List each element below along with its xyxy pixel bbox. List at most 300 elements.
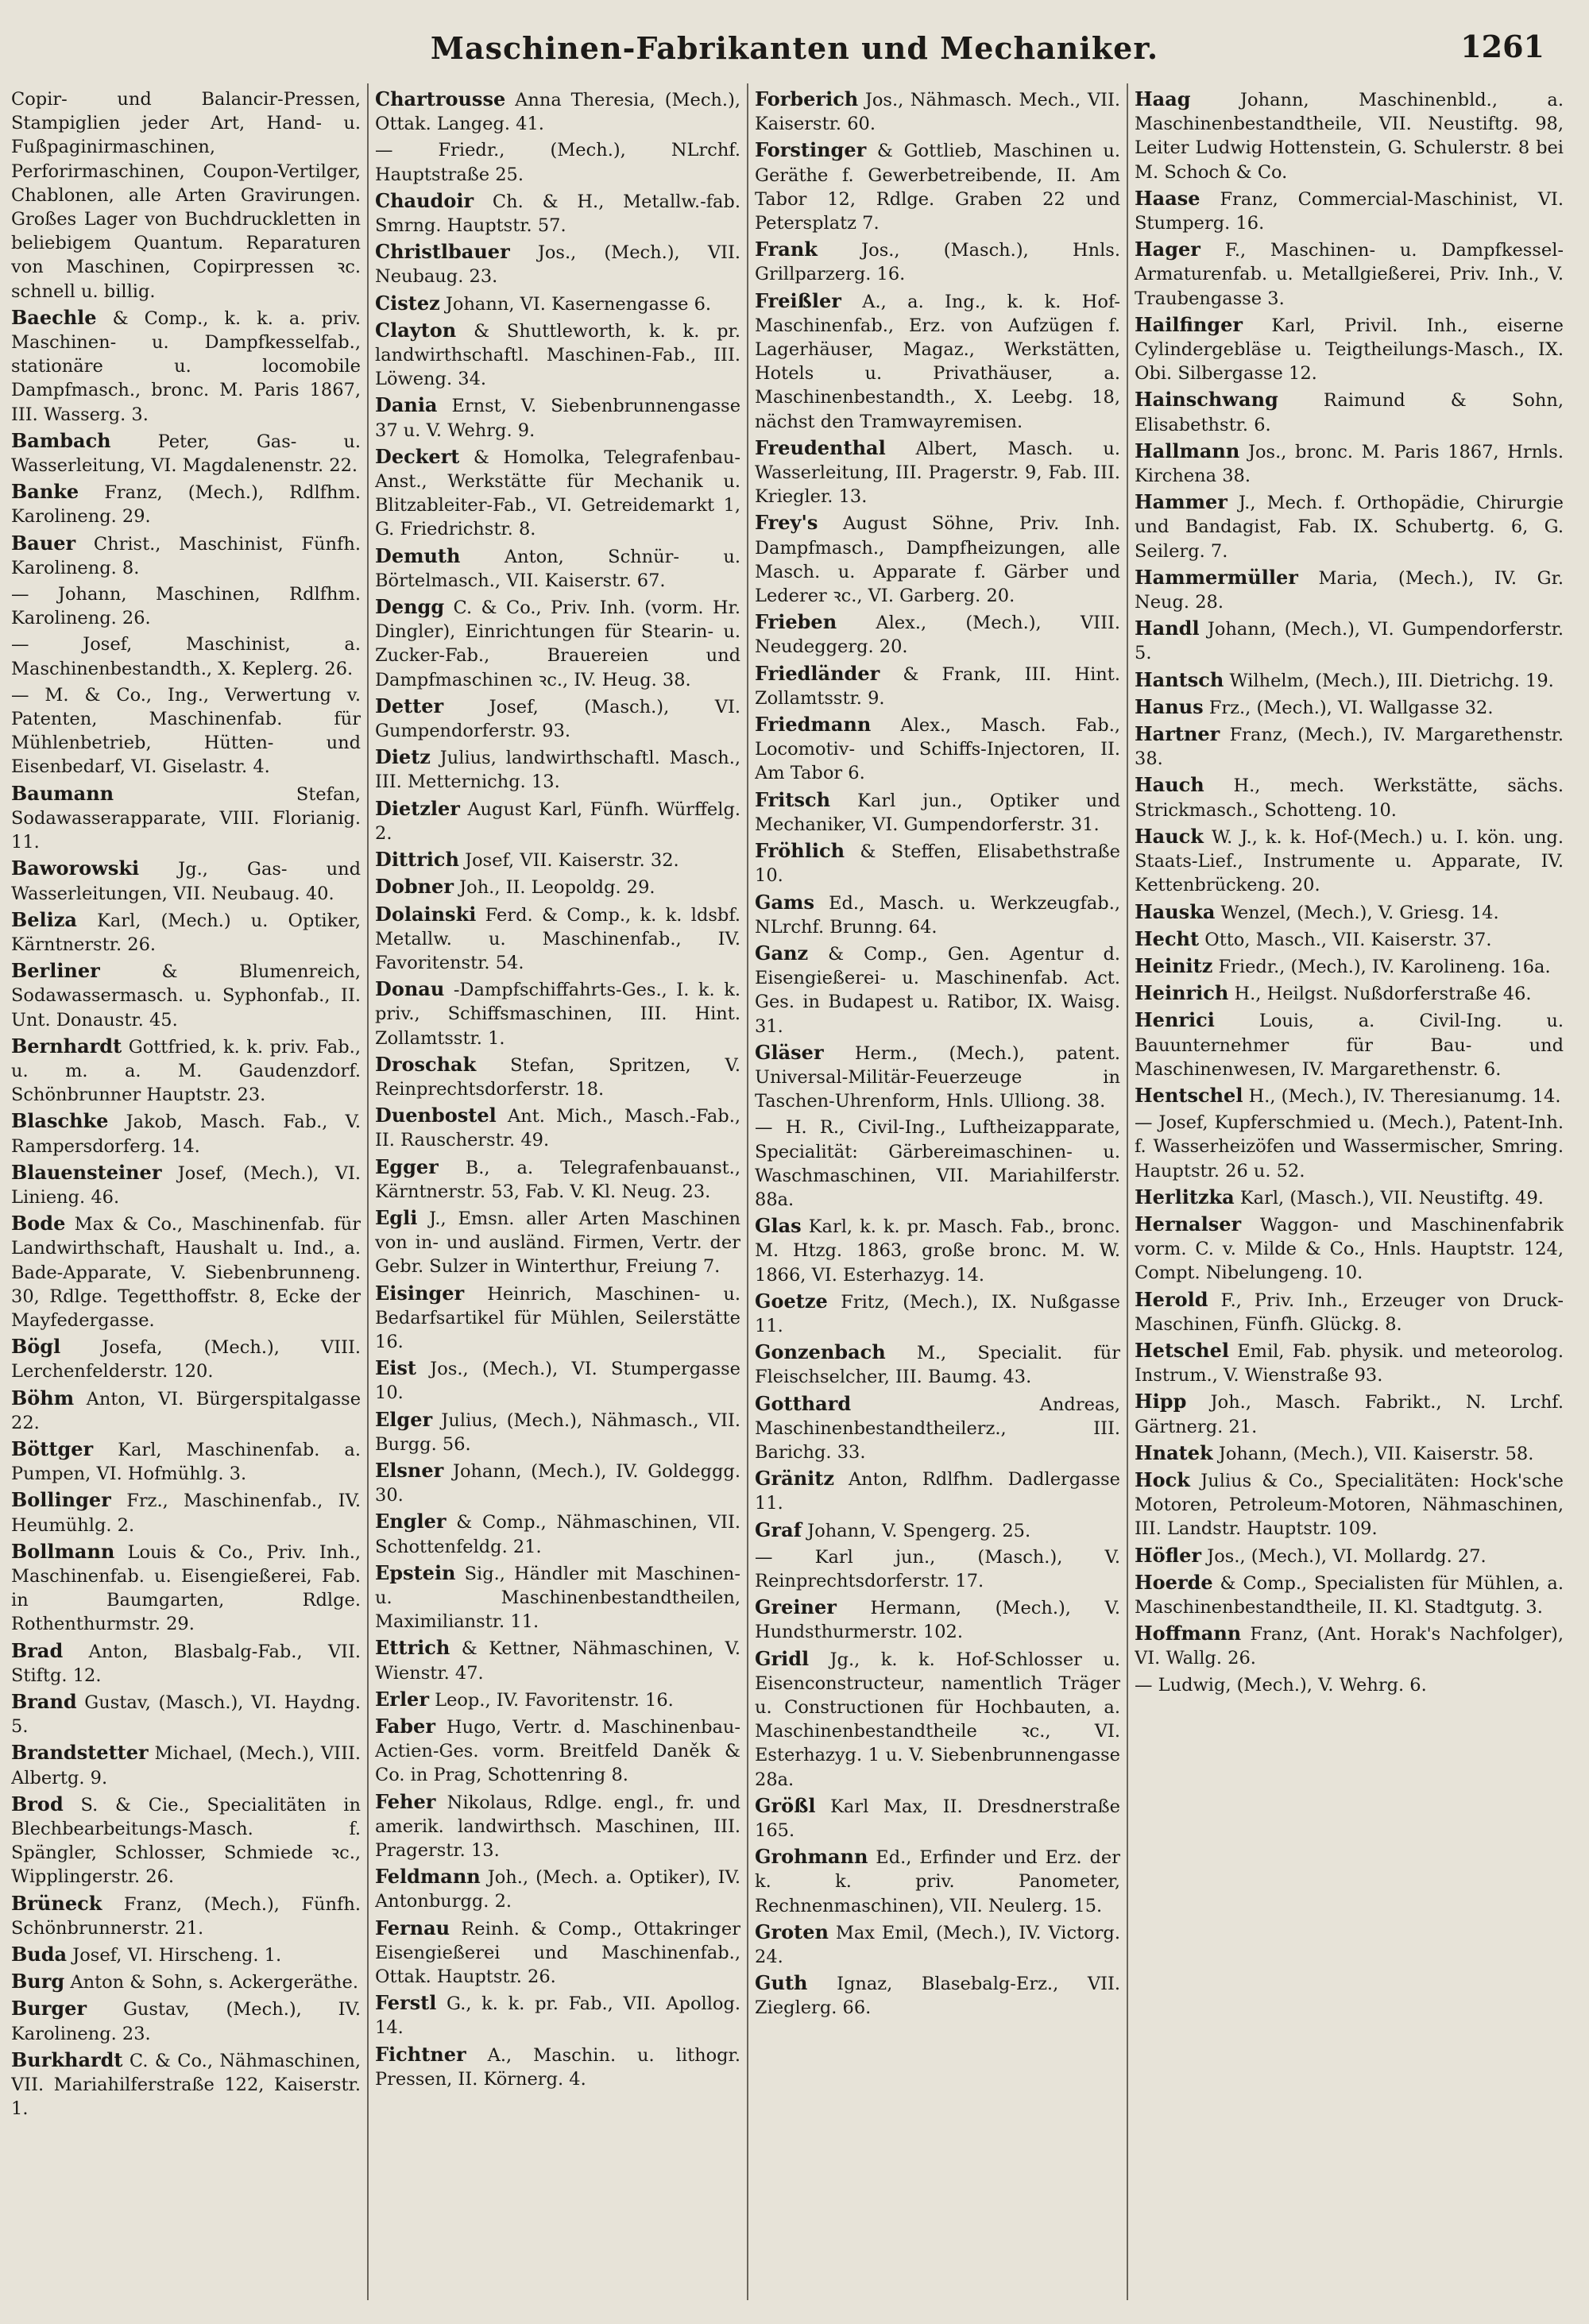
entry-text: Otto, Masch., VII. Kaiserstr. 37. [1204,929,1492,950]
entry-text: Josef, VII. Kaiserstr. 32. [465,850,679,872]
entry-name: Hanus [1135,694,1204,718]
entry-name: Hoerde [1135,1570,1213,1594]
directory-entry [11,1943,361,1967]
directory-entry [1135,900,1564,925]
directory-entry [755,942,1120,1038]
directory-entry [375,1991,740,2040]
entry-name: Deckert [375,444,460,468]
entry-name: Hammer [1135,490,1228,514]
entry-text: Ferd. & Comp., k. k. ldsbf. Metallw. u. Maschinenfab., IV. Favoritenstr. 54. [375,904,740,973]
directory-column-4 [1135,87,1564,2304]
entry-name: Freißler [755,288,841,312]
directory-entry [755,891,1120,939]
directory-entry [375,1510,740,1558]
entry-name: Detter [375,694,444,717]
entry-text: B., a. Telegrafenbauanst., Kärntnerstr. 53, Fab. V. Kl. Neug. 23. [375,1157,740,1202]
entry-name: Forberich [755,87,859,110]
entry-name: Forstinger [755,138,867,162]
entry-text: Louis & Co., Priv. Inh., Maschinenfab. u. Eisengießerei, Fab. in Baumgarten, Rdlge. Rothenthurmstr. 29. [11,1541,361,1635]
directory-entry [11,87,361,304]
directory-entry [1135,1084,1564,1108]
directory-entry [1135,388,1564,436]
directory-entry [11,1437,361,1486]
entry-text: A., Maschin. u. lithogr. Pressen, II. Körnerg. 4. [375,2044,740,2090]
entry-name: Hauch [1135,773,1204,797]
entry-text: Franz, (Ant. Horak's Nachfolger), VI. Wallg. 26. [1135,1624,1564,1669]
entry-name: Böttger [11,1437,94,1460]
entry-name: Hammermüller [1135,565,1298,589]
entry-name: Beliza [11,907,77,931]
entry-name: Baworowski [11,857,140,880]
entry-text: Friedr., (Mech.), IV. Karolineng. 16a. [1218,956,1551,977]
entry-text: — Josef, Maschinist, a. Maschinenbestandth., X. Keplerg. 26. [11,634,361,679]
entry-text: Frz., Maschinenfab., IV. Heumühlg. 2. [11,1491,361,1536]
directory-entry [1135,927,1564,952]
entry-name: Chaudoir [375,188,474,212]
entry-name: Bernhardt [11,1034,122,1058]
entry-name: Hantsch [1135,667,1224,691]
directory-entry [375,1356,740,1405]
directory-entry [11,2048,361,2121]
entry-text: Josef, (Masch.), VI. Gumpendorferstr. 93. [375,696,740,742]
entry-name: Faber [375,1715,435,1738]
directory-entry [11,532,361,580]
directory-entry [755,87,1120,136]
directory-entry [11,480,361,528]
entry-name: Dittrich [375,848,459,872]
entry-text: Jos., (Mech.), VI. Mollardg. 27. [1207,1545,1487,1567]
directory-entry [1135,695,1564,720]
entry-text: & Comp., Nähmaschinen, VII. Schottenfeldg. 21. [375,1512,740,1557]
entry-name: Bauer [11,531,76,555]
directory-entry [375,1206,740,1279]
entry-text: Karl jun., Optiker und Mechaniker, VI. Gumpendorferstr. 31. [755,790,1120,835]
entry-name: Herold [1135,1287,1208,1311]
entry-name: Duenbostel [375,1104,497,1127]
entry-text: Jos., (Masch.), Hnls. Grillparzerg. 16. [755,240,1120,285]
entry-name: Guth [755,1971,808,1995]
entry-name: Chartrousse [375,87,506,110]
directory-entry [1135,187,1564,235]
directory-entry [755,713,1120,786]
entry-name: Herlitzka [1135,1185,1235,1208]
entry-text: Fritz, (Mech.), IX. Nußgasse 11. [755,1291,1120,1336]
entry-text: Gustav, (Mech.), IV. Karolineng. 23. [11,1999,361,2044]
entry-text: Jg., k. k. Hof-Schlosser u. Eisenconstructeur, namentlich Träger u. Constructionen für Hochbauten, a. Maschinenbestandtheile ꝛc., VI. Esterhazyg. 1 u. V. Siebenbrunnengasse 28a. [755,1649,1120,1790]
entry-text: & Kettner, Nähmaschinen, V. Wienstr. 47. [375,1638,740,1684]
entry-text: Nikolaus, Rdlge. engl., fr. und amerik. landwirthsch. Maschinen, III. Pragerstr. 13. [375,1792,740,1862]
directory-entry [375,189,740,238]
entry-text: Franz, (Mech.), IV. Margarethenstr. 38. [1135,725,1564,770]
entry-name: Fichtner [375,2042,466,2066]
entry-text: Stefan, Sodawasserapparate, VIII. Florianig. 11. [11,783,361,853]
entry-name: Bollinger [11,1488,111,1512]
entry-text: H., (Mech.), IV. Theresianumg. 14. [1248,1085,1561,1107]
entry-text: H., mech. Werkstätte, sächs. Strickmasch., Schotteng. 10. [1135,775,1564,821]
entry-name: Fernau [375,1916,450,1939]
directory-entry [375,1916,740,1990]
directory-entry [375,1408,740,1456]
column-rule [747,83,748,2300]
entry-text: Jos., (Mech.), VII. Neubaug. 23. [375,242,740,288]
directory-entry [755,788,1120,837]
entry-name: Cistez [375,291,440,315]
directory-entry [375,595,740,692]
directory-entry [11,632,361,680]
directory-entry [375,445,740,542]
entry-text: & Comp., Specialisten für Mühlen, a. Maschinenbestandtheile, II. Kl. Stadtgutg. 3. [1135,1572,1564,1618]
entry-name: Böhm [11,1386,75,1409]
directory-entry [755,511,1120,608]
entry-name: Ganz [755,941,809,965]
directory-entry [1135,1288,1564,1336]
entry-text: S. & Cie., Specialitäten in Blechbearbeitungs-Masch. f. Spängler, Schlosser, Schmiede ꝛc., Wipplingerstr. 26. [11,1794,361,1888]
entry-name: Henrici [1135,1008,1215,1032]
directory-entry [11,1335,361,1383]
entry-name: Brüneck [11,1891,102,1915]
directory-entry [375,1790,740,1863]
entry-name: Epstein [375,1560,456,1584]
entry-name: Hernalser [1135,1212,1242,1235]
entry-name: Dania [375,393,438,417]
directory-entry [11,1892,361,1940]
directory-entry [375,1715,740,1788]
entry-name: Gläser [755,1040,824,1064]
entry-text: Johann, (Mech.), VI. Gumpendorferstr. 5. [1135,619,1564,664]
directory-entry [11,1970,361,1994]
directory-entry [11,1639,361,1688]
entry-text: Franz, (Mech.), Fünfh. Schönbrunnerstr. 21. [11,1893,361,1939]
entry-name: Haag [1135,87,1191,110]
entry-text: Anton, VI. Bürgerspitalgasse 22. [11,1388,361,1433]
entry-text: Louis, a. Civil-Ing. u. Bauunternehmer für Bau- und Maschinenwesen, IV. Margarethenstr. 6. [1135,1011,1564,1080]
entry-text: Max Emil, (Mech.), IV. Victorg. 24. [755,1922,1120,1968]
directory-entry [1135,238,1564,311]
entry-text: Emil, Fab. physik. und meteorolog. Instrum., V. Wienstraße 93. [1135,1340,1564,1386]
entry-name: Hecht [1135,926,1200,950]
entry-name: Donau [375,977,445,1001]
entry-text: Frz., (Mech.), VI. Wallgasse 32. [1208,697,1494,718]
entry-name: Hock [1135,1467,1190,1491]
directory-entry [11,959,361,1032]
entry-name: Dietzler [375,796,460,820]
entry-name: Hipp [1135,1390,1187,1413]
entry-text: Peter, Gas- u. Wasserleitung, VI. Magdalenenstr. 22. [11,431,361,477]
entry-name: Hauska [1135,899,1216,923]
entry-name: Hetschel [1135,1338,1229,1362]
directory-entry [375,745,740,794]
entry-text: Anton, Rdlfhm. Dadlergasse 11. [755,1469,1120,1514]
directory-entry [755,839,1120,887]
entry-text: -Dampfschiffahrts-Ges., I. k. k. priv., Schiffsmaschinen, III. Hint. Zollamtsstr. 1. [375,980,740,1049]
entry-name: Friedländer [755,661,880,685]
directory-entry [375,903,740,976]
entry-text: Anton, Schnür- u. Börtelmasch., VII. Kaiserstr. 67. [375,546,740,591]
entry-text: Karl Max, II. Dresdnerstraße 165. [755,1796,1120,1842]
entry-text: Ed., Masch. u. Werkzeugfab., NLrchf. Brunng. 64. [755,892,1120,938]
entry-text: — Josef, Kupferschmied u. (Mech.), Patent-Inh. f. Wasserheizöfen und Wassermischer, Smring. Hauptstr. 26 u. 52. [1135,1112,1564,1181]
entry-name: Burg [11,1970,65,1993]
directory-entry [375,848,740,872]
directory-entry [1135,981,1564,1006]
directory-entry [755,1290,1120,1338]
entry-text: Julius, (Mech.), Nähmasch., VII. Burgg. 56. [375,1409,740,1455]
entry-text: Josef, (Mech.), VI. Linieng. 46. [11,1162,361,1208]
entry-text: Alex., (Mech.), VIII. Neudeggerg. 20. [755,613,1120,658]
entry-text: Albert, Masch. u. Wasserleitung, III. Pragerstr. 9, Fab. III. Kriegler. 13. [755,438,1120,508]
page-number: 1261 [1460,29,1545,64]
entry-text: Copir- und Balancir-Pressen, Stampiglien jeder Art, Hand- u. Fußpaginirmaschinen, Perforirmaschinen, Coupon-Vertilger, Chablonen, alle Arten Gravirungen. Großes Lager von Buchdruckletten in beliebigem Quantum. Reparaturen von Maschinen, Copirpressen ꝛc. schnell u. billig. [11,89,361,302]
entry-name: Hentschel [1135,1083,1243,1107]
entry-text: C. & Co., Priv. Inh. (vorm. Hr. Dingler), Einrichtungen für Stearin- u. Zucker-Fab., Brauereien und Dampfmaschinen ꝛc., IV. Heug. 38. [375,597,740,690]
entry-name: Banke [11,480,79,504]
entry-name: Buda [11,1943,68,1966]
entry-text: & Gottlieb, Maschinen u. Geräthe f. Gewerbetreibende, II. Am Tabor 12, Rdlge. Graben 22 und Petersplatz 7. [755,141,1120,234]
entry-text: Michael, (Mech.), VIII. Albertg. 9. [11,1743,361,1788]
entry-name: Handl [1135,617,1200,640]
directory-entry [11,683,361,779]
entry-name: Goetze [755,1289,828,1313]
directory-entry [375,319,740,392]
entry-text: Alex., Masch. Fab., Locomotiv- und Schiffs-Injectoren, II. Am Tabor 6. [755,715,1120,784]
directory-entry [11,582,361,630]
entry-text: & Frank, III. Hint. Zollamtsstr. 9. [755,663,1120,709]
entry-name: Hauck [1135,824,1204,848]
entry-name: Brandstetter [11,1741,149,1765]
directory-entry [755,138,1120,235]
directory-entry [11,1109,361,1158]
entry-text: — Friedr., (Mech.), NLrchf. Hauptstraße 25. [375,140,740,185]
entry-text: Christ., Maschinist, Fünfh. Karolineng. 8. [11,533,361,578]
directory-entry [375,875,740,899]
entry-name: Burger [11,1997,87,2020]
entry-name: Demuth [375,543,461,567]
entry-name: Hainschwang [1135,388,1278,412]
entry-text: Raimund & Sohn, Elisabethstr. 6. [1135,390,1564,435]
column-rule [1127,83,1128,2300]
entry-text: Ant. Mich., Masch.-Fab., II. Rauscherstr. 49. [375,1106,740,1151]
entry-name: Hnatek [1135,1440,1213,1464]
entry-text: Hermann, (Mech.), V. Hundsthurmerstr. 102. [755,1598,1120,1643]
entry-name: Dobner [375,875,454,899]
entry-text: — Ludwig, (Mech.), V. Wehrg. 6. [1135,1674,1427,1696]
entry-text: & Homolka, Telegrafenbau-Anst., Werkstätte für Mechanik u. Blitzableiter-Fab., VI. Getreidemarkt 1, G. Friedrichstr. 8. [375,447,740,540]
entry-name: Feher [375,1789,436,1813]
directory-entry [375,1688,740,1712]
directory-entry [1135,87,1564,184]
directory-entry [1135,1571,1564,1619]
entry-text: W. J., k. k. Hof-(Mech.) u. I. kön. ung. Staats-Lief., Instrumente u. Apparate, IV. Kettenbrückeng. 20. [1135,826,1564,896]
directory-column-3 [755,87,1120,2304]
directory-entry [375,1282,740,1355]
directory-entry [755,1971,1120,2020]
entry-text: J., Emsn. aller Arten Maschinen von in- und ausländ. Firmen, Vertr. der Gebr. Sulzer in Winterthur, Freiung 7. [375,1208,740,1278]
entry-text: Julius & Co., Specialitäten: Hock'sche Motoren, Petroleum-Motoren, Nähmaschinen, III. Landstr. Hauptstr. 109. [1135,1470,1564,1540]
entry-name: Droschak [375,1052,477,1076]
directory-entry [375,1561,740,1634]
entry-text: Joh., Masch. Fabrikt., N. Lrchf. Gärtnerg. 21. [1135,1392,1564,1437]
entry-name: Greiner [755,1595,837,1619]
entry-text: — M. & Co., Ing., Verwertung v. Patenten, Maschinenfab. für Mühlenbetrieb, Hütten- und Eisenbedarf, VI. Giselastr. 4. [11,684,361,778]
directory-entry [375,2043,740,2091]
directory-entry [1135,722,1564,771]
entry-name: Gonzenbach [755,1340,886,1364]
entry-name: Baechle [11,305,97,329]
entry-text: Johann, Maschinenbld., a. Maschinenbestandtheile, VII. Neustiftg. 98, Leiter Ludwig Hottenstein, G. Schulerstr. 8 bei M. Schoch & Co. [1135,90,1564,183]
entry-name: Heinrich [1135,981,1229,1005]
entry-name: Bode [11,1212,66,1235]
entry-text: Josef, VI. Hirscheng. 1. [72,1945,282,1966]
entry-text: Maria, (Mech.), IV. Gr. Neug. 28. [1135,567,1564,613]
entry-name: Gridl [755,1646,810,1670]
directory-entry [375,240,740,288]
entry-name: Erler [375,1687,429,1711]
directory-entry [1135,490,1564,563]
entry-name: Engler [375,1510,447,1533]
directory-entry [375,1459,740,1507]
entry-text: Anton, Blasbalg-Fab., VII. Stiftg. 12. [11,1641,361,1686]
directory-entry [375,797,740,845]
entry-text: A., a. Ing., k. k. Hof-Maschinenfab., Erz. von Aufzügen f. Lagerhäuser, Magaz., Werkstätten, Hotels u. Privathäuser, a. Maschinenbestandth., X. Leebg. 18, nächst den Tramwayremisen. [755,291,1120,432]
entry-name: Hartner [1135,722,1220,746]
entry-name: Blaschke [11,1109,109,1133]
entry-text: Waggon- und Maschinenfabrik vorm. C. v. Milde & Co., Hnls. Hauptstr. 124, Compt. Nibelungeng. 10. [1135,1214,1564,1284]
entry-text: Johann, V. Spengerg. 25. [807,1520,1031,1541]
entry-name: Hailfinger [1135,312,1243,336]
directory-entry [1135,1544,1564,1568]
directory-entry [11,1741,361,1789]
directory-entry [755,1116,1120,1212]
entry-text: Franz, (Mech.), Rdlfhm. Karolineng. 29. [11,482,361,528]
entry-text: Johann, VI. Kasernengasse 6. [445,293,712,315]
directory-entry [375,1053,740,1101]
directory-entry [1135,1390,1564,1438]
directory-entry [1135,1339,1564,1387]
entry-name: Groten [755,1920,829,1943]
entry-text: F., Priv. Inh., Erzeuger von Druck-Maschinen, Fünfh. Glückg. 8. [1135,1290,1564,1335]
directory-entry [755,1845,1120,1918]
directory-entry [755,1545,1120,1593]
entry-text: Gottfried, k. k. priv. Fab., u. m. a. M. Gaudenzdorf. Schönbrunner Hauptstr. 23. [11,1036,361,1106]
entry-text: — Karl jun., (Masch.), V. Reinprechtsdorferstr. 17. [755,1546,1120,1591]
entry-name: Fritsch [755,787,831,811]
entry-name: Hoffmann [1135,1622,1242,1645]
directory-entry [11,908,361,957]
directory-entry [1135,1468,1564,1541]
entry-name: Frieben [755,610,837,634]
directory-entry [11,857,361,905]
directory-entry [755,1340,1120,1389]
directory-entry [1135,566,1564,614]
entry-text: C. & Co., Nähmaschinen, VII. Mariahilferstraße 122, Kaiserstr. 1. [11,2050,361,2120]
entry-text: Herm., (Mech.), patent. Universal-Militär-Feuerzeuge in Taschen-Uhrenform, Hnls. Ulliong. 38. [755,1042,1120,1112]
entry-name: Elsner [375,1458,444,1482]
entry-text: — Johann, Maschinen, Rdlfhm. Karolineng. 26. [11,584,361,629]
directory-entry [375,87,740,136]
entry-text: & Steffen, Elisabethstraße 10. [755,841,1120,887]
directory-entry [755,1595,1120,1644]
entry-name: Frey's [755,511,818,535]
directory-entry [11,1212,361,1332]
directory-entry [11,1161,361,1209]
entry-name: Hager [1135,238,1200,261]
entry-text: — H. R., Civil-Ing., Luftheizapparate, Specialität: Gärbereimaschinen- u. Waschmaschinen, VII. Mariahilferstr. 88a. [755,1117,1120,1210]
entry-text: Wilhelm, (Mech.), III. Dietrichg. 19. [1229,670,1554,691]
entry-text: Jos., (Mech.), VI. Stumpergasse 10. [375,1359,740,1404]
directory-entry [1135,825,1564,898]
entry-text: August Karl, Fünfh. Würffelg. 2. [375,799,740,844]
entry-name: Haase [1135,186,1200,210]
directory-entry [375,694,740,743]
entry-name: Graf [755,1518,802,1541]
directory-entry [375,977,740,1050]
directory-entry [1135,1673,1564,1697]
entry-text: Julius, landwirthschaftl. Masch., III. Metternichg. 13. [375,748,740,793]
directory-entry [11,1540,361,1637]
entry-name: Dengg [375,595,445,619]
directory-entry [1135,1185,1564,1210]
directory-entry [755,610,1120,659]
entry-text: & Blumenreich, Sodawassermasch. u. Syphonfab., II. Unt. Donaustr. 45. [11,961,361,1031]
directory-entry [11,1488,361,1537]
directory-entry [375,292,740,316]
entry-text: Jos., bronc. M. Paris 1867, Hrnls. Kirchena 38. [1135,441,1564,487]
entry-text: Ed., Erfinder und Erz. der k. k. priv. Panometer, Rechnenmaschinen), VII. Neulerg. 15. [755,1847,1120,1916]
entry-name: Egli [375,1205,418,1229]
entry-name: Berliner [11,959,100,983]
entry-text: Max & Co., Maschinenfab. für Landwirthschaft, Haushalt u. Ind., a. Bade-Apparate, V. Siebenbrunneng. 30, Rdlge. Tegetthoffstr. 8, Ecke der Mayfedergasse. [11,1214,361,1331]
entry-name: Eisinger [375,1281,465,1305]
directory-entry [11,306,361,427]
entry-name: Brod [11,1792,64,1816]
directory-entry [755,1392,1120,1465]
entry-name: Feldmann [375,1865,481,1889]
directory-entry [755,1041,1120,1114]
directory-entry [1135,617,1564,665]
entry-name: Dolainski [375,902,477,926]
entry-name: Heinitz [1135,953,1213,977]
directory-entry [11,1997,361,2045]
entry-name: Baumann [11,781,114,805]
directory-column-1 [11,87,361,2304]
entry-name: Grohmann [755,1845,868,1869]
entry-name: Bollmann [11,1539,115,1563]
entry-text: Ernst, V. Siebenbrunnengasse 37 u. V. Wehrg. 9. [375,396,740,441]
entry-text: M., Specialit. für Fleischselcher, III. Baumg. 43. [755,1343,1120,1388]
directory-entry [11,429,361,478]
directory-entry [1135,773,1564,822]
entry-text: Jos., Nähmasch. Mech., VII. Kaiserstr. 60. [755,90,1120,135]
entry-name: Egger [375,1154,439,1178]
directory-entry [1135,668,1564,693]
entry-text: & Shuttleworth, k. k. pr. landwirthschaftl. Maschinen-Fab., III. Löweng. 34. [375,320,740,390]
entry-name: Gams [755,890,814,914]
directory-entry [1135,313,1564,386]
directory-entry [755,662,1120,710]
entry-text: Johann, (Mech.), IV. Goldeggg. 30. [375,1460,740,1506]
directory-entry [755,1794,1120,1843]
page-title: Maschinen-Fabrikanten und Mechaniker. [430,30,1159,66]
entry-name: Christlbauer [375,240,510,264]
directory-entry [375,1104,740,1152]
entry-text: Stefan, Spritzen, V. Reinprechtsdorferstr. 18. [375,1054,740,1100]
entry-name: Friedmann [755,713,872,737]
entry-text: Karl, Maschinenfab. a. Pumpen, VI. Hofmühlg. 3. [11,1439,361,1485]
directory-entry [375,544,740,593]
entry-name: Eist [375,1356,417,1380]
entry-text: Karl, (Mech.) u. Optiker, Kärntnerstr. 26. [11,910,361,955]
entry-text: Ch. & H., Metallw.-fab. Smrng. Hauptstr. 57. [375,191,740,237]
